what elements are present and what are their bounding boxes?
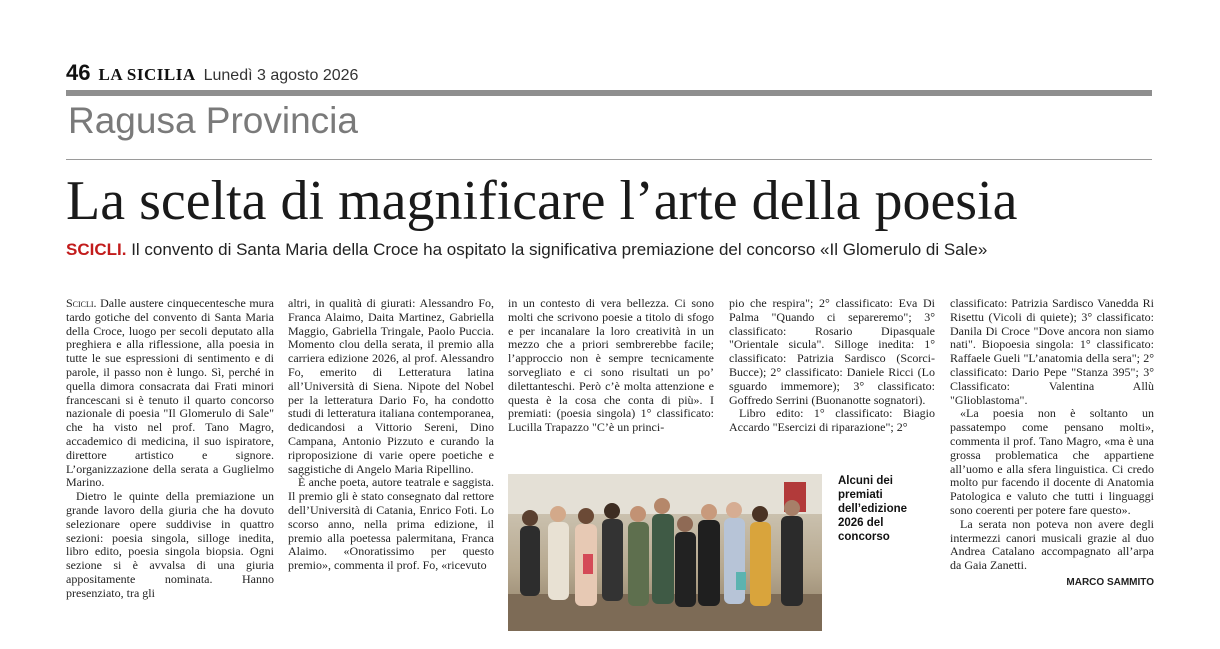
article-column-2 [288, 297, 494, 573]
header-rule [66, 90, 1152, 96]
article-paragraph: classificato: Patrizia Sardisco Vanedda Ri Risettu (Vicoli di quiete); 3° classificato: Danila Di Croce "Dove ancora non siamo nati". Biopoesia singola: 1° classificato: Raffaele Gueli "L’anatomia della sera"; 2° classificato: Dario Pepe "Stanza 395"; 3° Classificato: Valentina Allù "Glioblastoma". [950, 296, 1154, 407]
folio-line [66, 60, 358, 84]
subheadline [66, 238, 1156, 262]
subhead-text: Il convento di Santa Maria della Croce ha ospitato la significativa premiazione del concorso «Il Glomerulo di Sale» [131, 240, 988, 259]
article-paragraph: La serata non poteva non avere degli intermezzi canori musicali grazie al duo Andrea Catalano accompagnato all’arpa da Gaia Zanetti. [950, 516, 1154, 573]
paragraph-text: Dalle austere cinquecentesche mura tardo gotiche del convento di Santa Maria della Croce, luogo per secoli deputato alla preghiera e alla riflessione, alla poesia in tutte le sue espressioni di sentimento e di parole, il passo non è lungo. Sì, perché in quella dimora consacrata dai Frati minori francescani si è tenuto il quarto concorso nazionale di poesia "Il Glomerulo di Sale" che ha visto nel prof. Tano Magro, accademico di medicina, il suo ispiratore, direttore artistico e signore. L’organizzazione della serata a Guglielmo Marino. [66, 296, 274, 490]
issue-date: Lunedì 3 agosto 2026 [203, 67, 359, 84]
article-paragraph: in un contesto di vera bellezza. Ci sono molti che scrivono poesie a titolo di sfogo e per incanalare la loro creatività in un mezzo che a priori sembrerebbe facile; l’approccio non è sempre tecnicamente sorvegliato e ci sono risultati un po’ dilettanteschi. Però c’è molta attenzione e questa è la cosa che conta di più». I premiati: (poesia singola) 1° classificato: Lucilla Trapazzo "C’è un princi- [508, 296, 714, 435]
article-paragraph: È anche poeta, autore teatrale e saggista. Il premio gli è stato consegnato dal rettore dell’Università di Catania, Enrico Foti. Lo scorso anno, nella prima edizione, il premio alla poetessa palermitana, Franca Alaimo. «Onoratissimo per questo premio», commenta il prof. Fo, «ricevuto [288, 475, 494, 573]
article-paragraph: pio che respira"; 2° classificato: Eva Di Palma "Quando ci separeremo"; 3° classificato: Rosario Dipasquale "Orientale sicula". Silloge inedita: 1° classificato: Patrizia Sardisco (Scorci-Bucce); 2° classificato: Daniele Ricci (Lo sguardo immemore); 3° classificato: Goffredo Serrini (Buonanotte sognatori). [729, 296, 935, 407]
article-paragraph: altri, in qualità di giurati: Alessandro Fo, Franca Alaimo, Daita Martinez, Gabriella Maggio, Gabriella Tringale, Paolo Puccia. Momento clou della serata, il premio alla carriera edizione 2026, al prof. Alessandro Fo, emerito di Letteratura latina all’Università di Siena. Nipote del Nobel per la letteratura Dario Fo, ha condotto studi di letteratura italiana contemporanea, dedicandosi a Vittorio Sereni, Dino Campana, Antonio Pizzuto e curando la riproposizione di varie opere poetiche e saggistiche di Angelo Maria Ripellino. [288, 296, 494, 476]
section-title: Ragusa Provincia [68, 100, 358, 141]
article-column-3 [508, 297, 714, 435]
photo-caption: Alcuni dei premiati dell’edizione 2026 del concorso [838, 475, 908, 543]
author-signature: MARCO SAMMITO [1066, 576, 1154, 588]
article-paragraph: «La poesia non è soltanto un passatempo come pensano molti», commenta il prof. Tano Magro, «ma è una grossa problematica che appartiene all’uomo e alla sfera linguistica. Ci credo molto pur facendo il docente di Anatomia Patologica e valuto che tutti i linguaggi sono coerenti per potere fare questo». [950, 406, 1154, 517]
section-rule [66, 159, 1152, 160]
group-photo [508, 474, 822, 631]
headline: La scelta di magnificare l’arte della poesia [66, 170, 1018, 232]
subhead-place: SCICLI. [66, 240, 127, 259]
article-paragraph [66, 297, 274, 490]
article-paragraph: Dietro le quinte della premiazione un grande lavoro della giuria che ha dovuto selezionare opere suddivise in quattro sezioni: poesia singola, silloge inedita, libro edito, poesia singola biopsia. Ogni sezione si è avvalsa di una giuria appositamente nominata. Hanno presenziato, tra gli [66, 489, 274, 600]
page-number: 46 [66, 60, 91, 85]
newspaper-name: LA SICILIA [98, 65, 196, 84]
article-column-1 [66, 297, 274, 601]
article-column-4 [729, 297, 935, 435]
dateline: Scicli. [66, 296, 97, 310]
article-column-5 [950, 297, 1154, 590]
article-paragraph: Libro edito: 1° classificato: Biagio Accardo "Esercizi di riparazione"; 2° [729, 406, 935, 435]
